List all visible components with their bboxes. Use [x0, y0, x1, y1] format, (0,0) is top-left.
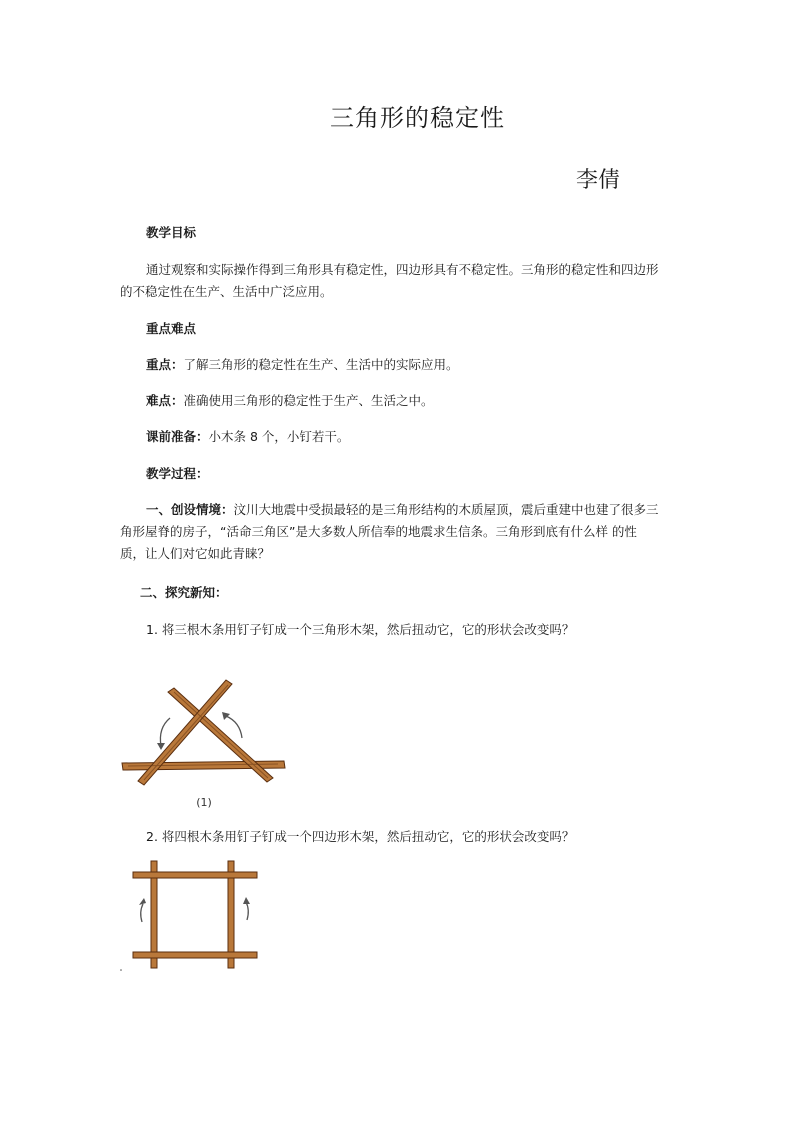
prep-text: 小木条 8 个，小钉若干。	[208, 429, 350, 444]
difficulty-text: 准确使用三角形的稳定性于生产、生活之中。	[183, 393, 434, 408]
process-heading: 教学过程：	[146, 466, 209, 481]
rotate-left-arrow-icon	[160, 718, 170, 746]
difficulty-line	[146, 390, 434, 412]
section1-paragraph	[120, 499, 660, 565]
step1-text: 1. 将三根木条用钉子钉成一个三角形木架，然后扭动它，它的形状会改变吗？	[146, 622, 575, 637]
objectives-text: 通过观察和实际操作得到三角形具有稳定性，四边形具有不稳定性。三角形的稳定性和四边形的不稳定性在生产、生活中广泛应用。	[120, 262, 659, 299]
difficulty-label: 难点：	[146, 393, 184, 408]
rotate-right-arrowhead-icon	[222, 712, 230, 720]
objectives-heading: 教学目标	[146, 225, 197, 240]
focus-label: 重点：	[146, 357, 184, 372]
author-name: 李倩	[576, 168, 621, 193]
square-left-arrow-icon	[141, 904, 143, 922]
step2-text: 2. 将四根木条用钉子钉成一个四边形木架，然后扭动它，它的形状会改变吗？	[146, 829, 575, 844]
focus-line	[146, 354, 459, 376]
section1-label: 一、创设情境：	[146, 502, 234, 517]
key-points-heading: 重点难点	[146, 321, 197, 336]
section2-heading: 二、探究新知：	[140, 585, 228, 600]
square-top-stick	[133, 872, 257, 878]
page-title: 三角形的稳定性	[330, 104, 505, 132]
rotate-left-arrowhead-icon	[157, 743, 165, 750]
rotate-right-arrow-icon	[226, 716, 242, 738]
figure1-caption: (1)	[196, 796, 212, 809]
triangle-frame-figure	[118, 670, 293, 818]
square-bottom-stick	[133, 952, 257, 958]
focus-text: 了解三角形的稳定性在生产、生活中的实际应用。	[183, 357, 459, 372]
prep-label: 课前准备：	[146, 429, 209, 444]
section1-text: 汶川大地震中受损最轻的是三角形结构的木质屋顶，震后重建中也建了很多三角形屋脊的房子，“活命三角区”是大多数人所信奉的地震求生信条。三角形到底有什么样 的性质，让人们对它如此青睐？	[120, 502, 659, 561]
prep-line	[146, 426, 349, 448]
square-left-arrowhead-icon	[139, 898, 146, 905]
square-frame-figure	[118, 858, 263, 973]
square-right-arrow-icon	[246, 902, 248, 920]
stray-dot	[120, 969, 122, 971]
square-right-arrowhead-icon	[243, 897, 250, 904]
